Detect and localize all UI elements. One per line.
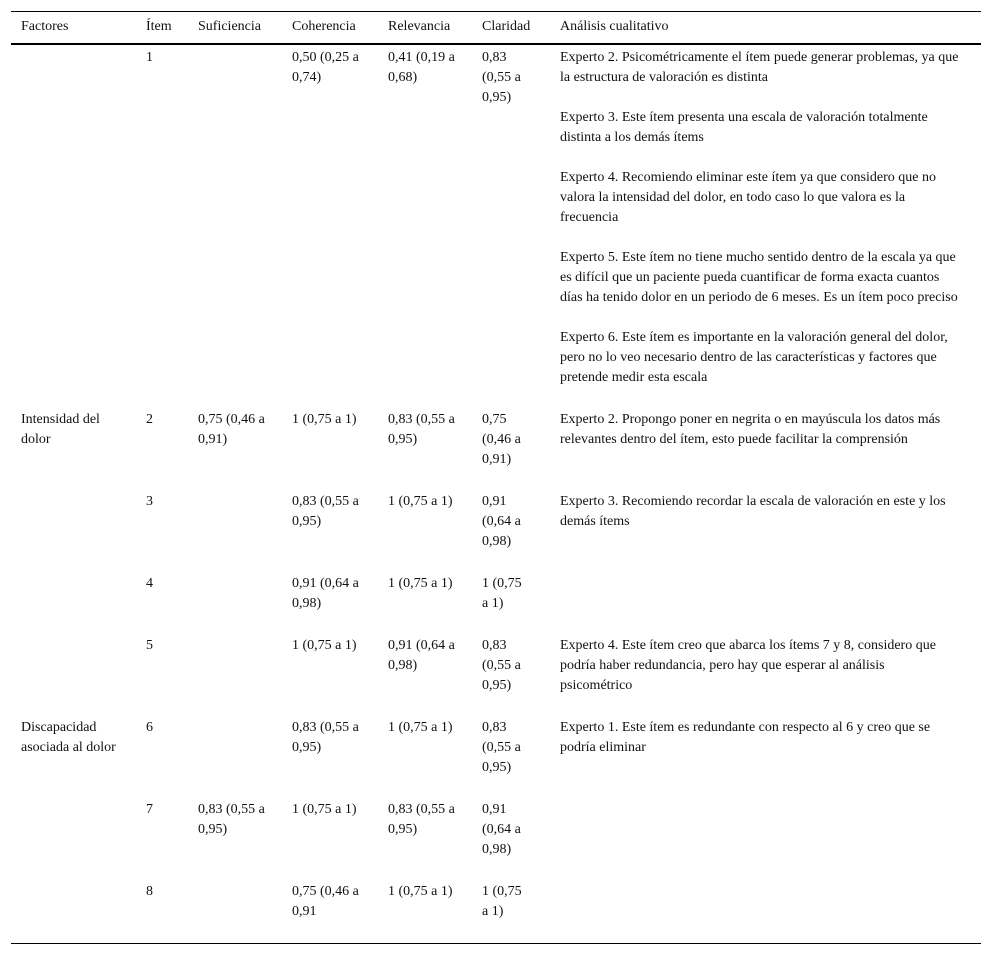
claridad-cell: 0,91 (0,64 a 0,98) [482, 494, 521, 549]
coherencia-cell: 0,50 (0,25 a 0,74) [292, 50, 359, 85]
table-row [11, 879, 981, 943]
item-cell: 3 [146, 494, 153, 509]
expert-comment: Experto 5. Este ítem no tiene mucho sentido dentro de la escala ya que es difícil que un paciente pueda cuantificar de forma exacta cuantos días ha tenido dolor en un periodo de 6 meses. Es un ítem poco preciso [560, 250, 958, 305]
table-row [11, 45, 981, 407]
table-row [11, 571, 981, 633]
coherencia-cell: 0,83 (0,55 a 0,95) [292, 494, 359, 529]
analisis-cell [560, 718, 960, 758]
item-cell: 2 [146, 412, 153, 427]
table-row [11, 633, 981, 715]
analisis-cell [560, 492, 960, 532]
relevancia-cell: 1 (0,75 a 1) [388, 494, 453, 509]
header-suficiencia: Suficiencia [198, 19, 261, 34]
coherencia-cell: 0,75 (0,46 a 0,91 [292, 884, 359, 919]
expert-comment: Experto 2. Propongo poner en negrita o en mayúscula los datos más relevantes dentro del ítem, esto puede facilitar la comprensión [560, 412, 941, 447]
expert-comment: Experto 4. Recomiendo eliminar este ítem ya que considero que no valora la intensidad del dolor, en todo caso lo que valora es la frecuencia [560, 170, 936, 225]
coherencia-cell: 1 (0,75 a 1) [292, 638, 357, 653]
relevancia-cell: 1 (0,75 a 1) [388, 576, 453, 591]
coherencia-cell: 1 (0,75 a 1) [292, 412, 357, 427]
claridad-cell: 0,91 (0,64 a 0,98) [482, 802, 521, 857]
relevancia-cell: 0,41 (0,19 a 0,68) [388, 50, 455, 85]
coherencia-cell: 0,83 (0,55 a 0,95) [292, 720, 359, 755]
item-cell: 1 [146, 50, 153, 65]
factor-cell: Intensidad del dolor [21, 412, 100, 447]
relevancia-cell: 0,83 (0,55 a 0,95) [388, 412, 455, 447]
table-row [11, 715, 981, 797]
suficiencia-cell: 0,83 (0,55 a 0,95) [198, 802, 265, 837]
claridad-cell: 0,75 (0,46 a 0,91) [482, 412, 521, 467]
table-row [11, 489, 981, 571]
analisis-cell [560, 410, 960, 450]
item-cell: 4 [146, 576, 153, 591]
table-row [11, 797, 981, 879]
relevancia-cell: 1 (0,75 a 1) [388, 720, 453, 735]
table-row [11, 407, 981, 489]
header-analisis: Análisis cualitativo [560, 19, 669, 34]
expert-comment: Experto 6. Este ítem es importante en la valoración general del dolor, pero no lo veo necesario dentro de las características y factores que pretende medir esta escala [560, 330, 948, 385]
claridad-cell: 0,83 (0,55 a 0,95) [482, 720, 521, 775]
item-cell: 6 [146, 720, 153, 735]
expert-comment: Experto 1. Este ítem es redundante con respecto al 6 y creo que se podría eliminar [560, 720, 931, 755]
relevancia-cell: 0,91 (0,64 a 0,98) [388, 638, 455, 673]
header-claridad: Claridad [482, 19, 531, 34]
expert-comment: Experto 2. Psicométricamente el ítem puede generar problemas, ya que la estructura de valoración es distinta [560, 50, 959, 85]
header-coherencia: Coherencia [292, 19, 356, 34]
coherencia-cell: 1 (0,75 a 1) [292, 802, 357, 817]
item-cell: 5 [146, 638, 153, 653]
header-relevancia: Relevancia [388, 19, 451, 34]
expert-comment: Experto 4. Este ítem creo que abarca los ítems 7 y 8, considero que podría haber redundancia, pero hay que esperar al análisis psicométrico [560, 638, 936, 693]
claridad-cell: 0,83 (0,55 a 0,95) [482, 50, 521, 105]
relevancia-cell: 1 (0,75 a 1) [388, 884, 453, 899]
analisis-cell [560, 48, 960, 388]
expert-comment: Experto 3. Este ítem presenta una escala de valoración totalmente distinta a los demás ítems [560, 110, 928, 145]
item-cell: 7 [146, 802, 153, 817]
validity-table [11, 11, 981, 944]
item-cell: 8 [146, 884, 153, 899]
header-item: Ítem [146, 19, 172, 34]
relevancia-cell: 0,83 (0,55 a 0,95) [388, 802, 455, 837]
claridad-cell: 1 (0,75 a 1) [482, 576, 522, 611]
factor-cell: Discapacidad asociada al dolor [21, 720, 116, 755]
header-factores: Factores [21, 19, 69, 34]
coherencia-cell: 0,91 (0,64 a 0,98) [292, 576, 359, 611]
suficiencia-cell: 0,75 (0,46 a 0,91) [198, 412, 265, 447]
claridad-cell: 0,83 (0,55 a 0,95) [482, 638, 521, 693]
claridad-cell: 1 (0,75 a 1) [482, 884, 522, 919]
table-header [11, 12, 981, 45]
expert-comment: Experto 3. Recomiendo recordar la escala de valoración en este y los demás ítems [560, 494, 946, 529]
analisis-cell [560, 636, 960, 696]
